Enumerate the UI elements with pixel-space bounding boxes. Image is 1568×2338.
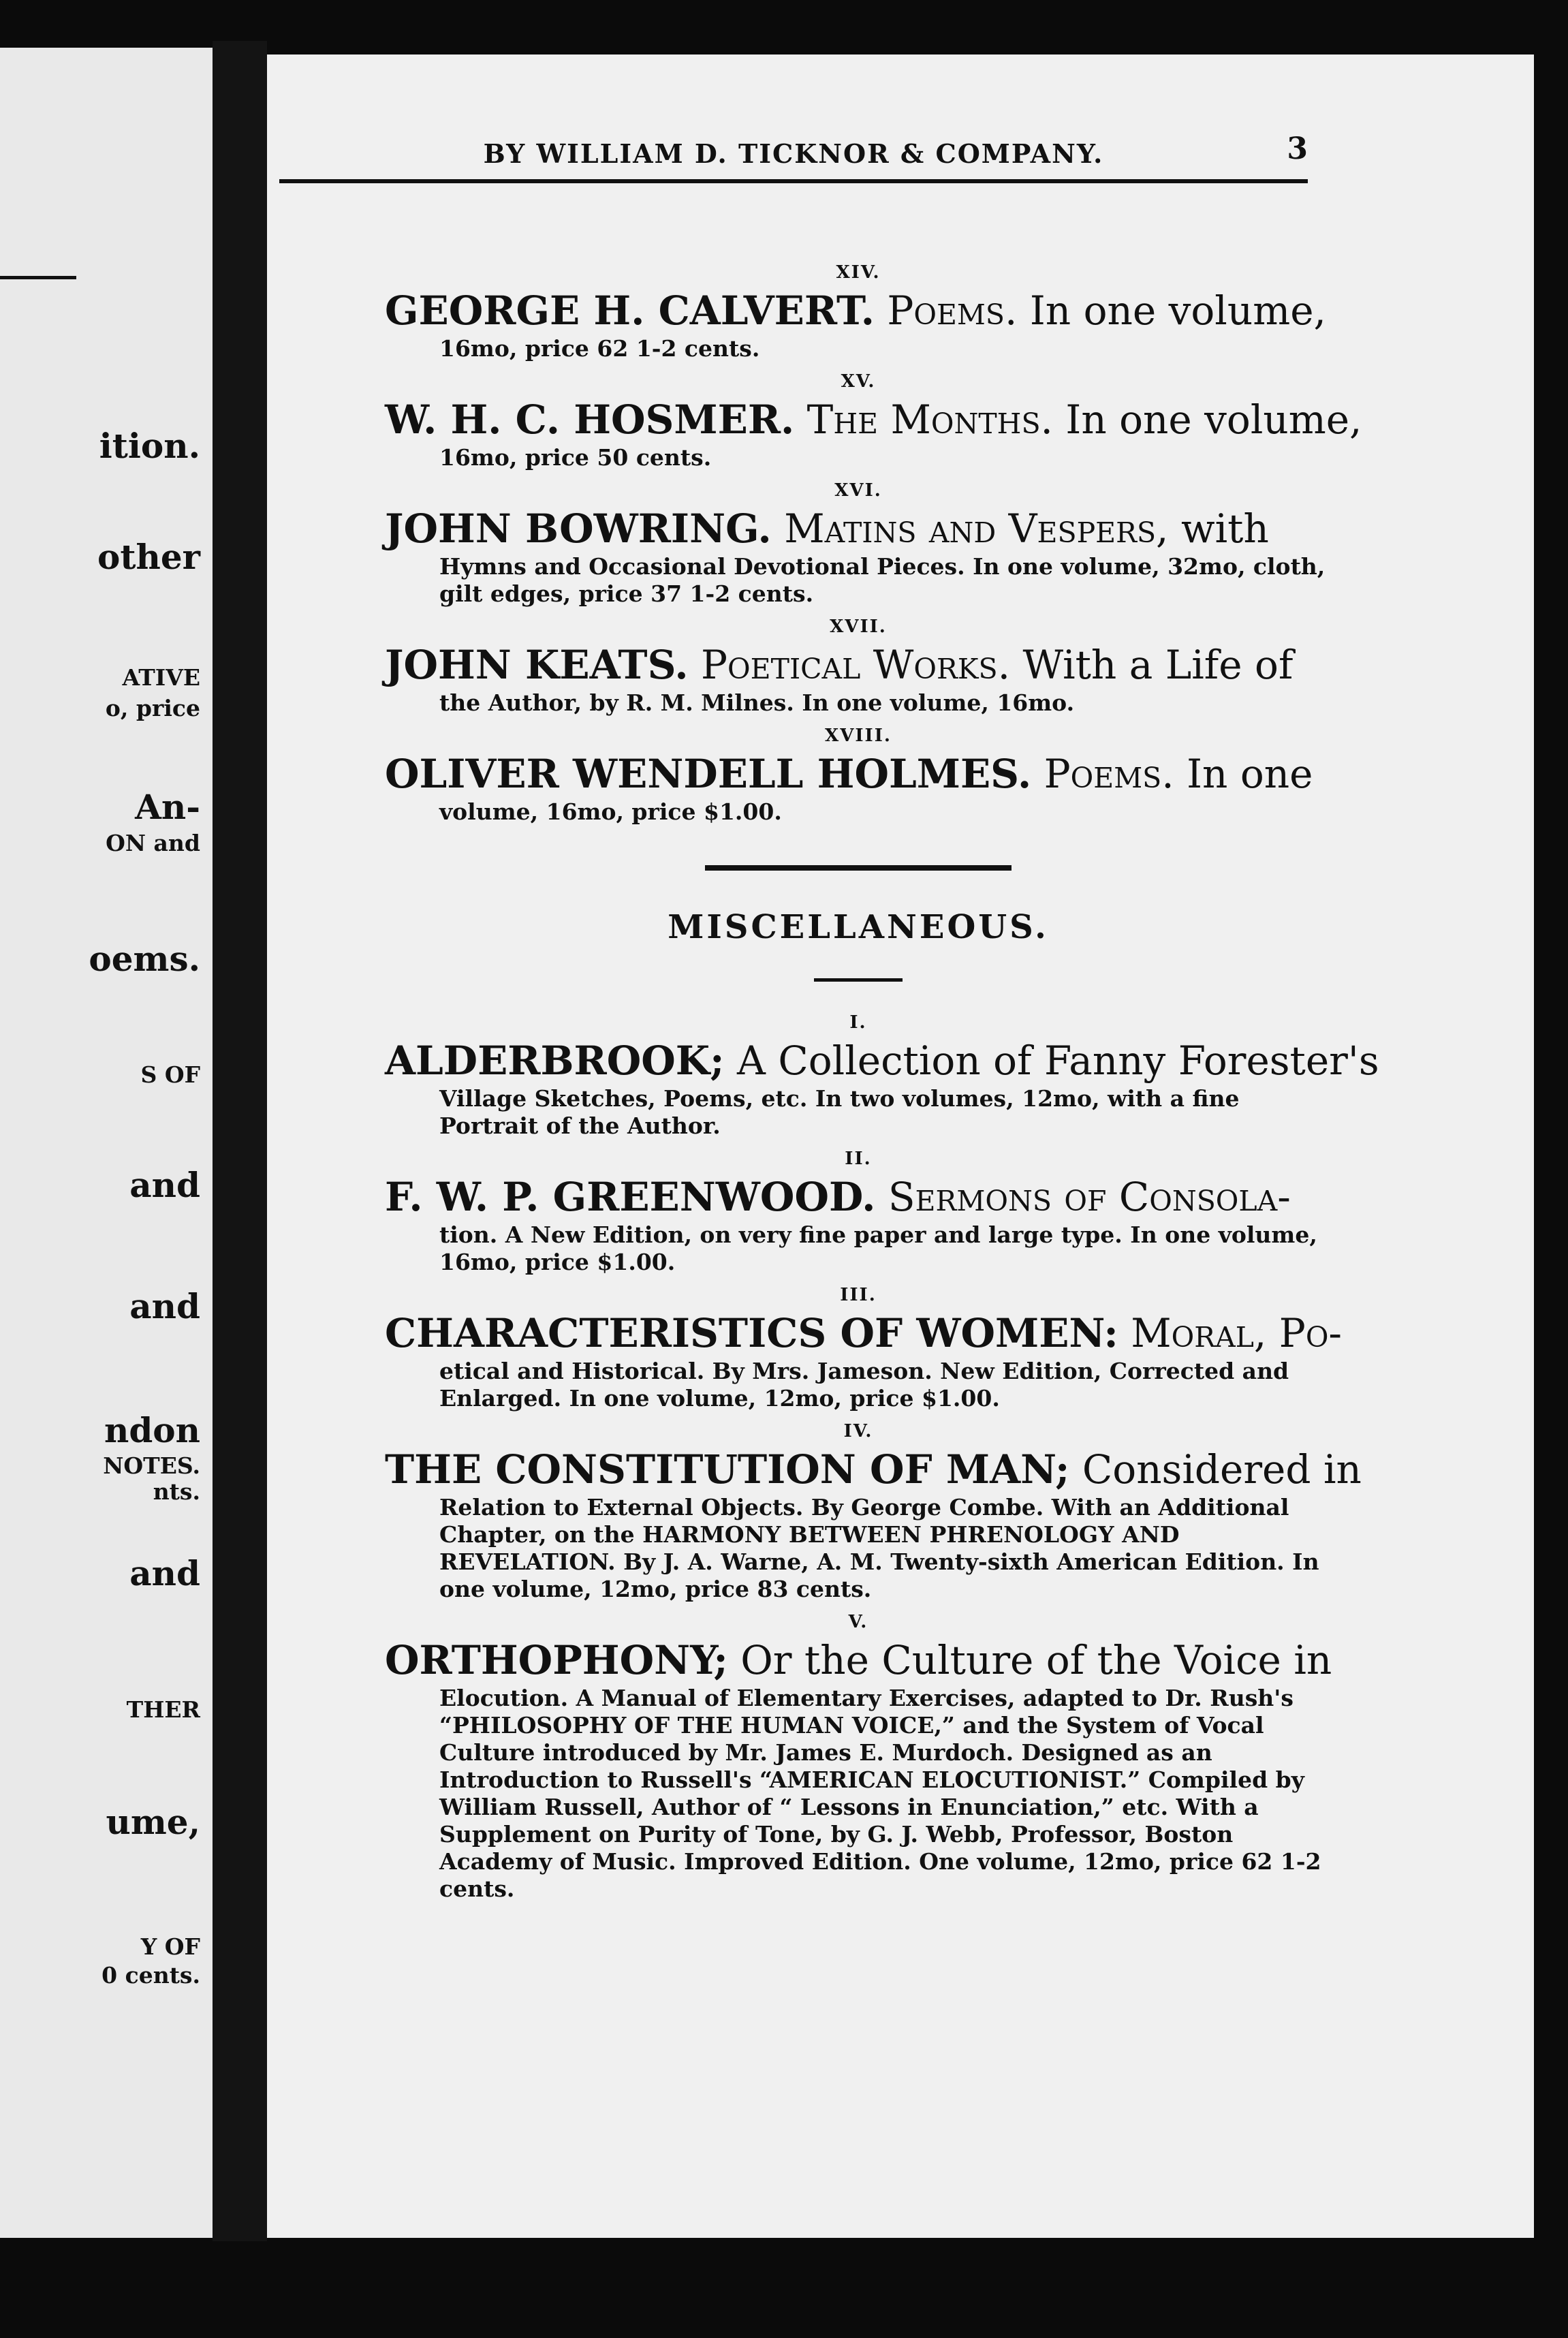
catalog-entry	[385, 1281, 1343, 1412]
entry-body: 16mo, price 62 1-2 cents.	[439, 335, 760, 362]
left-fragment: other	[97, 537, 200, 577]
catalog-entry	[385, 1145, 1332, 1276]
left-fragment: ndon	[104, 1410, 200, 1450]
section-title: MISCELLANEOUS.	[668, 908, 1049, 946]
entry-author: THE CONSTITUTION OF MAN;	[385, 1446, 1070, 1493]
left-fragment: THER	[126, 1696, 200, 1723]
catalog-entry	[385, 722, 1332, 826]
left-fragment: nts.	[153, 1478, 200, 1505]
left-fragment: NOTES.	[103, 1452, 200, 1479]
entry-body: Village Sketches, Poems, etc. In two volumes, 12mo, with a fine Portrait of the Author.	[439, 1085, 1240, 1139]
book-gutter	[213, 41, 267, 2241]
entry-extra: A Collection of Fanny Forester's	[737, 1038, 1379, 1084]
entry-body: Elocution. A Manual of Elementary Exercises, adapted to Dr. Rush's “PHILOSOPHY OF THE HUMAN VOICE,” and the System of Vocal Culture introduced by Mr. James E. Murdoch. Designed as an Introduction to Russell's “AMERICAN ELOCUTIONIST.” Compiled by William Russell, Author of “ Lessons in Enunciation,” etc. With a Supplement on Purity of Tone, by G. J. Webb, Professor, Boston Academy of Music. Improved Edition. One volume, 12mo, price 62 1-2 cents.	[439, 1685, 1321, 1902]
entry-title: Poems.	[887, 287, 1018, 334]
left-fragment: and	[129, 1286, 200, 1326]
entry-extra: In one volume,	[1065, 396, 1362, 443]
entry-title: Poems.	[1044, 751, 1174, 797]
left-fragment: and	[129, 1553, 200, 1593]
entry-title: Poetical Works.	[701, 642, 1011, 688]
entry-author: ORTHOPHONY;	[385, 1637, 728, 1683]
left-fragment: ition.	[99, 426, 200, 466]
entry-heading	[385, 395, 1362, 444]
catalog-entry	[385, 1608, 1332, 1903]
entry-numeral: V.	[848, 1612, 868, 1632]
entry-body: the Author, by R. M. Milnes. In one volume, 16mo.	[439, 689, 1075, 716]
entry-body: etical and Historical. By Mrs. Jameson. New Edition, Corrected and Enlarged. In one volume, 12mo, price $1.00.	[439, 1358, 1289, 1412]
entry-body: tion. A New Edition, on very fine paper and large type. In one volume, 16mo, price $1.00.	[439, 1221, 1317, 1275]
running-head	[279, 131, 1308, 183]
running-head-title: BY WILLIAM D. TICKNOR & COMPANY.	[483, 138, 1104, 169]
entry-author: GEORGE H. CALVERT.	[385, 287, 875, 334]
left-fragment: Y OF	[140, 1933, 200, 1960]
entry-numeral: XIV.	[836, 262, 881, 283]
entry-body: 16mo, price 50 cents.	[439, 444, 712, 471]
entry-numeral: III.	[840, 1285, 877, 1305]
left-fragment: oems.	[89, 939, 200, 979]
left-page-rule	[0, 276, 76, 279]
poetry-list	[385, 259, 1362, 826]
entry-author: JOHN KEATS.	[385, 642, 689, 688]
entry-heading	[385, 1636, 1332, 1685]
entry-body: Relation to External Objects. By George Combe. With an Additional Chapter, on the HARMONY BETWEEN PHRENOLOGY AND REVELATION. By J. A. Warne, A. M. Twenty-sixth American Edition. In one volume, 12mo, price 83 cents.	[439, 1494, 1319, 1602]
entry-author: F. W. P. GREENWOOD.	[385, 1174, 876, 1220]
entry-title: The Months.	[806, 396, 1053, 443]
entry-extra: Moral, Po-	[1131, 1310, 1343, 1356]
entry-numeral: XVII.	[830, 617, 887, 637]
entry-extra: with	[1180, 505, 1269, 552]
entry-heading	[385, 1036, 1379, 1085]
entry-author: W. H. C. HOSMER.	[385, 396, 795, 443]
entry-heading	[385, 749, 1332, 798]
catalog-entry	[385, 1418, 1362, 1603]
entry-author: ALDERBROOK;	[385, 1038, 725, 1084]
left-fragment: ATIVE	[122, 664, 200, 691]
entry-author: OLIVER WENDELL HOLMES.	[385, 751, 1032, 797]
entry-heading	[385, 504, 1332, 553]
left-fragment: ON and	[106, 830, 200, 856]
entry-extra: Sermons of Consola-	[888, 1174, 1291, 1220]
entry-heading	[385, 1445, 1362, 1494]
entry-body: volume, 16mo, price $1.00.	[439, 798, 782, 825]
entry-extra: In one volume,	[1029, 287, 1326, 334]
entry-body: Hymns and Occasional Devotional Pieces. In one volume, 32mo, cloth, gilt edges, price 37 1-2 cents.	[439, 553, 1326, 607]
catalog-entry	[385, 613, 1332, 717]
entry-title: Matins and Vespers,	[784, 505, 1169, 552]
entry-numeral: XVIII.	[825, 726, 892, 746]
left-fragment: S OF	[140, 1061, 200, 1088]
entry-extra: With a Life of	[1022, 642, 1293, 688]
section-divider	[705, 865, 1012, 871]
entry-numeral: XVI.	[834, 480, 882, 501]
miscellaneous-list	[385, 1009, 1379, 1903]
entry-heading	[385, 1172, 1332, 1221]
entry-numeral: II.	[845, 1149, 872, 1169]
page-number: 3	[1287, 131, 1308, 166]
entry-heading	[385, 1309, 1343, 1358]
entry-extra: Or the Culture of the Voice in	[740, 1637, 1332, 1683]
catalog-entry	[385, 477, 1332, 608]
entry-author: JOHN BOWRING.	[385, 505, 772, 552]
entry-numeral: XV.	[841, 371, 876, 392]
left-page	[0, 48, 213, 2238]
entry-author: CHARACTERISTICS OF WOMEN:	[385, 1310, 1118, 1356]
entry-extra: In one	[1187, 751, 1313, 797]
catalog-entry	[385, 368, 1362, 471]
left-fragment: 0 cents.	[101, 1962, 200, 1989]
left-fragment: ume,	[106, 1802, 200, 1842]
entry-numeral: I.	[849, 1012, 867, 1033]
entry-heading	[385, 286, 1332, 335]
section-divider-short	[814, 978, 903, 982]
entry-heading	[385, 640, 1332, 689]
left-fragment: and	[129, 1165, 200, 1205]
left-fragment: An-	[135, 787, 200, 827]
page-content	[385, 259, 1379, 1908]
catalog-entry	[385, 1009, 1379, 1140]
catalog-entry	[385, 259, 1332, 362]
left-fragment: o, price	[105, 695, 200, 721]
entry-extra: Considered in	[1082, 1446, 1362, 1493]
entry-numeral: IV.	[843, 1421, 873, 1441]
